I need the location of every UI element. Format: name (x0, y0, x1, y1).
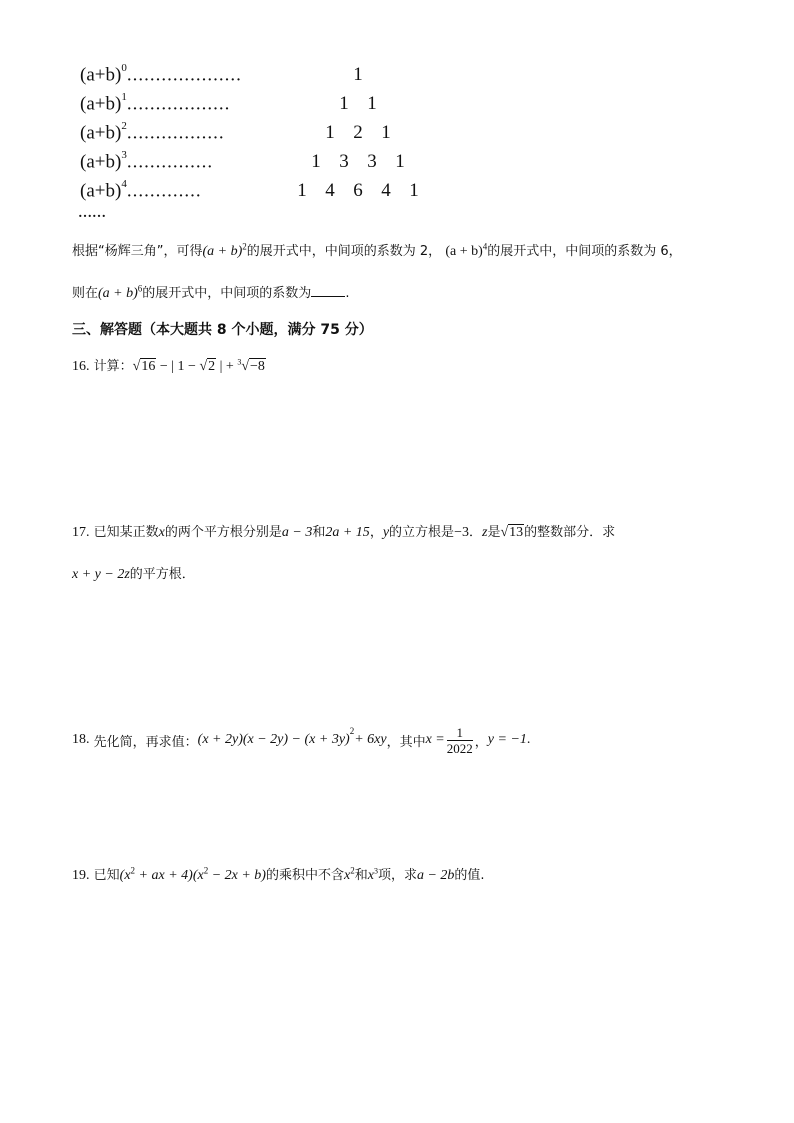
triangle-row (80, 122, 225, 144)
q16-radicand-1: 16 (141, 359, 156, 374)
q16-number: 16. (72, 359, 90, 374)
q18-text-3: ， (474, 734, 488, 750)
q16-radicand-3: −8 (250, 359, 265, 374)
row-power: 4 (121, 178, 127, 190)
row-coefficients (302, 151, 414, 173)
coefficient: 1 (395, 151, 405, 172)
row-expression: (a+b) (80, 64, 122, 86)
question-19 (72, 864, 485, 884)
q19-expr-1: (x (119, 868, 131, 883)
q16-radicand-2: 2 (208, 359, 216, 374)
q18-text-1: 先化简，再求值： (93, 734, 198, 750)
row-expression: (a+b) (80, 180, 122, 202)
q19-text-2: 的乘积中不含 (265, 868, 344, 883)
q17-text-3: 和 (312, 525, 326, 540)
q15-pow-1: 2 (242, 241, 247, 252)
q15-text-e: 的展开式中，中间项的系数为 (142, 286, 312, 301)
row-dots: ................. (126, 122, 225, 144)
q19-expr-5: x (367, 868, 374, 883)
row-expression: (a+b) (80, 151, 122, 173)
q19-text-4: 项，求 (377, 868, 417, 883)
coefficient: 2 (353, 122, 363, 143)
q19-number: 19. (72, 868, 90, 883)
q19-expr-6: a − 2b (416, 868, 455, 883)
triangle-row (80, 64, 242, 86)
q18-text-2: ，其中 (386, 734, 426, 750)
coefficient: 1 (297, 180, 307, 201)
q17-expr-1: a − 3 (281, 525, 313, 540)
q18-x-eq: x = (425, 732, 445, 747)
q17-number: 17. (72, 525, 90, 540)
q15-text-d: 则在 (72, 286, 99, 301)
q17-text-2: 的两个平方根分别是 (164, 525, 282, 540)
row-expression: (a+b) (80, 93, 122, 115)
question-16: 16. 计算：√16 − | 1 − √2 | + $^3$√−8 (72, 357, 265, 374)
q18-fraction (447, 725, 473, 756)
coefficient: 1 (311, 151, 321, 172)
q18-end: . (526, 732, 531, 747)
row-power: 3 (121, 149, 127, 161)
row-power: 2 (121, 120, 127, 132)
coefficient: 1 (381, 122, 391, 143)
q19-expr-2: + ax + 4)(x (135, 868, 204, 883)
q17-expr-4: x + y − 2z (72, 567, 130, 582)
coefficient: 1 (339, 93, 349, 114)
q15-expr-1: (a + b) (202, 244, 243, 259)
question-17: 17. 已知某正数x的两个平方根分别是a − 3和2a + 15，y的立方根是−3．z是√13的整数部分．求 (72, 525, 616, 540)
question-17-line-2 (72, 563, 195, 583)
triangle-row (80, 151, 213, 173)
q18-frac-num: 1 (456, 724, 464, 740)
q16-label: 计算： (93, 359, 133, 374)
q17-expr-3: −3 (454, 525, 469, 540)
q15-pow-3: 6 (137, 283, 143, 294)
q15-expr-3: (a + b) (98, 286, 138, 301)
q18-frac-den: 2022 (446, 740, 473, 756)
triangle-row (80, 180, 202, 202)
q17-text-8: 的整数部分．求 (524, 525, 616, 540)
row-coefficients (330, 93, 386, 115)
row-dots: .................. (126, 93, 231, 115)
q18-number: 18. (72, 732, 90, 747)
q19-pow-2: 2 (203, 865, 209, 876)
row-coefficients (316, 122, 400, 144)
coefficient: 1 (353, 64, 363, 85)
coefficient: 4 (325, 180, 335, 201)
q17-var-x: x (158, 525, 165, 540)
row-dots: .................... (126, 64, 242, 86)
row-dots: ............. (126, 180, 202, 202)
q15-end: . (345, 286, 350, 301)
coefficient: 4 (381, 180, 391, 201)
q19-expr-3: − 2x + b) (208, 868, 266, 883)
row-expression: (a+b) (80, 122, 122, 144)
q17-var-z: z (481, 525, 488, 540)
coefficient: 1 (367, 93, 377, 114)
q15-text-a: 根据“杨辉三角”，可得 (72, 244, 203, 259)
q15-expr-2: (a + b) (445, 244, 483, 259)
coefficient: 1 (409, 180, 419, 201)
answer-blank[interactable] (311, 284, 345, 297)
q17-text-5: 的立方根是 (389, 525, 455, 540)
q17-var-y: y (382, 525, 390, 540)
q15-pow-2: 4 (482, 241, 488, 252)
q16-root-index: 3 (237, 357, 242, 367)
coefficient: 3 (339, 151, 349, 172)
q15-text-c: 的展开式中，中间项的系数为 6， (487, 244, 682, 259)
section-heading: 三、解答题（本大题共 8 个小题，满分 75 分） (72, 322, 373, 338)
triangle-ellipsis: …… (78, 206, 106, 221)
coefficient: 3 (367, 151, 377, 172)
q19-pow-1: 2 (130, 865, 136, 876)
q18-power: 2 (349, 726, 355, 736)
q15-line2 (72, 282, 349, 302)
row-power: 1 (121, 91, 127, 103)
q17-expr-2: 2a + 15 (325, 525, 370, 540)
q16-part-2: | + (216, 359, 238, 374)
q18-expr: (x + 2y)(x − 2y) − (x + 3y) (197, 732, 350, 747)
q19-expr-4: x (344, 868, 351, 883)
q19-pow-5: 3 (373, 866, 378, 876)
q15-text-b: 的展开式中，中间项的系数为 2， (246, 244, 442, 259)
row-dots: ............... (126, 151, 214, 173)
row-coefficients (344, 64, 372, 86)
q19-text-5: 的值. (454, 868, 485, 883)
triangle-row (80, 93, 230, 115)
q19-text-3: 和 (354, 868, 368, 883)
coefficient: 6 (353, 180, 363, 201)
q18-y-eq: y = −1 (487, 732, 527, 747)
q17-text-7: 是 (487, 525, 501, 540)
q15-line1 (72, 240, 682, 260)
q17-text-4: ， (369, 525, 383, 540)
q16-part-1: − | 1 − (156, 359, 200, 374)
q17-radicand: 13 (509, 525, 524, 540)
row-coefficients (288, 180, 428, 202)
question-18 (72, 722, 530, 758)
q19-pow-4: 2 (350, 865, 355, 876)
q19-text-1: 已知 (93, 868, 120, 883)
q17-text-1: 已知某正数 (93, 525, 159, 540)
q18-expr-2: + 6xy (354, 732, 387, 747)
q17-text-6: ． (468, 525, 482, 540)
q17-text-9: 的平方根． (129, 567, 195, 582)
coefficient: 1 (325, 122, 335, 143)
row-power: 0 (121, 62, 127, 74)
